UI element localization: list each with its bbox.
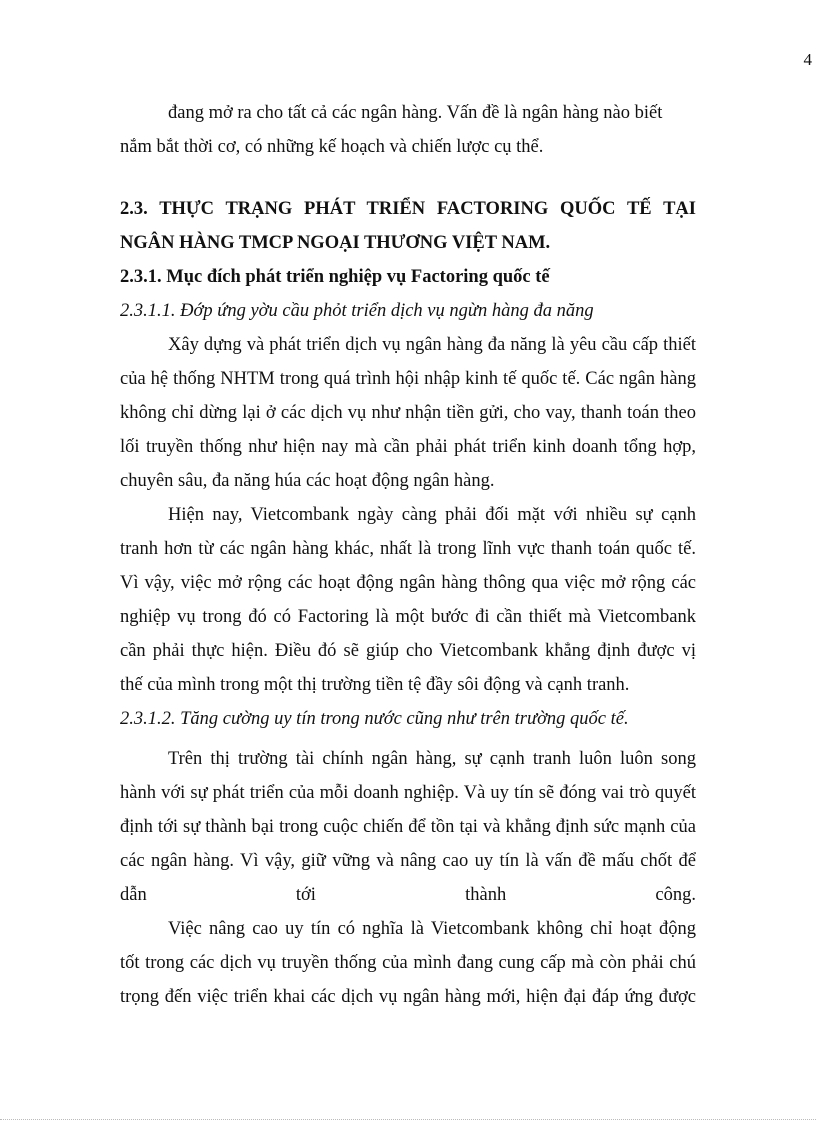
section-heading-line-2: NGÂN HÀNG TMCP NGOẠI THƯƠNG VIỆT NAM.: [120, 233, 551, 253]
sub1-para2-line: tranh hơn từ các ngân hàng khác, nhất là trong lĩnh vực thanh toán quốc tế.: [120, 539, 696, 559]
sub1-para2-line: Hiện nay, Vietcombank ngày càng phải đối mặt với nhiều sự cạnh: [168, 505, 696, 525]
sub1-para2-line: nghiệp vụ trong đó có Factoring là một bước đi cần thiết mà Vietcombank: [120, 607, 696, 627]
sub1-title: 2.3.1.1. Đớp ứng yờu cầu phỏt triển dịch vụ ngừn hàng đa năng: [120, 301, 594, 321]
sub2-para2-line: trọng đến việc triển khai các dịch vụ ngân hàng mới, hiện đại đáp ứng được: [120, 987, 696, 1007]
sub2-para1-line: Trên thị trường tài chính ngân hàng, sự cạnh tranh luôn luôn song: [168, 749, 696, 769]
subsection-heading: 2.3.1. Mục đích phát triển nghiệp vụ Factoring quốc tế: [120, 267, 550, 287]
sub2-para1-line: các ngân hàng. Vì vậy, giữ vững và nâng cao uy tín là vấn đề mấu chốt để: [120, 851, 696, 871]
sub1-para1-line: của hệ thống NHTM trong quá trình hội nhập kinh tế quốc tế. Các ngân hàng: [120, 369, 696, 389]
sub2-para1-line: hành với sự phát triển của mỗi doanh nghiệp. Và uy tín sẽ đóng vai trò quyết: [120, 783, 696, 803]
sub1-para1-line: lối truyền thống như hiện nay mà cần phải phát triển kinh doanh tổng hợp,: [120, 437, 696, 457]
intro-line-1: đang mở ra cho tất cả các ngân hàng. Vấn đề là ngân hàng nào biết: [168, 103, 663, 123]
sub1-para2-line: Vì vậy, việc mở rộng các hoạt động ngân hàng thông qua việc mở rộng các: [120, 573, 696, 593]
sub2-para1-line: định tới sự thành bại trong cuộc chiến để tồn tại và khẳng định sức mạnh của: [120, 817, 696, 837]
sub1-para1-line: chuyên sâu, đa năng húa các hoạt động ngân hàng.: [120, 471, 495, 491]
sub2-para2-line: Việc nâng cao uy tín có nghĩa là Vietcombank không chỉ hoạt động: [168, 919, 696, 939]
sub2-para2-line: tốt trong các dịch vụ truyền thống của mình đang cung cấp mà còn phải chú: [120, 953, 696, 973]
sub1-para2-line: thế của mình trong một thị trường tiền tệ đầy sôi động và cạnh tranh.: [120, 675, 630, 695]
page-number: 4: [803, 50, 812, 69]
sub2-title: 2.3.1.2. Tăng cường uy tín trong nước cũng như trên trường quốc tế.: [120, 709, 629, 729]
sub1-para1-line: Xây dựng và phát triển dịch vụ ngân hàng đa năng là yêu cầu cấp thiết: [168, 335, 696, 355]
sub1-para2-line: cần phải thực hiện. Điều đó sẽ giúp cho Vietcombank khẳng định được vị: [120, 641, 696, 661]
section-heading-line-1: 2.3. THỰC TRẠNG PHÁT TRIỂN FACTORING QUỐC TẾ TẠI: [120, 199, 696, 219]
sub1-para1-line: không chỉ dừng lại ở các dịch vụ như nhận tiền gửi, cho vay, thanh toán theo: [120, 403, 696, 423]
sub2-para1-line: dẫn tới thành công.: [120, 885, 696, 905]
page-bottom-rule: [0, 1119, 816, 1121]
intro-line-2: nắm bắt thời cơ, có những kế hoạch và chiến lược cụ thể.: [120, 137, 544, 157]
document-body: [120, 96, 696, 1014]
